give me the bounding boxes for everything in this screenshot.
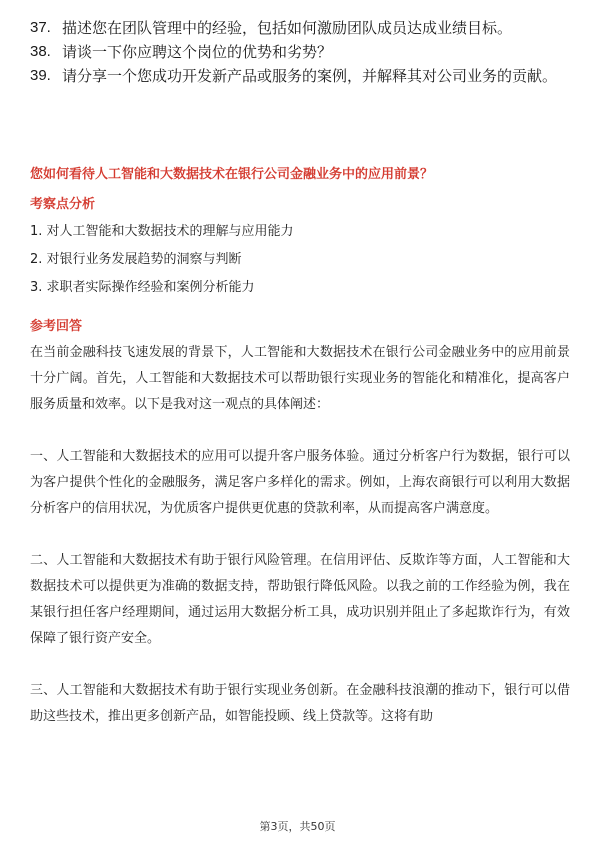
question-item xyxy=(30,18,570,38)
main-question-title: 您如何看待人工智能和大数据技术在银行公司金融业务中的应用前景？ xyxy=(30,167,434,182)
question-number: 39. xyxy=(30,67,51,84)
question-text: 描述您在团队管理中的经验，包括如何激励团队成员达成业绩目标。 xyxy=(62,19,513,37)
answer-heading: 参考回答 xyxy=(30,319,83,334)
analysis-item: 1. 对人工智能和大数据技术的理解与应用能力 xyxy=(30,224,294,239)
question-text: 请分享一个您成功开发新产品或服务的案例，并解释其对公司业务的贡献。 xyxy=(62,67,558,85)
answer-section xyxy=(30,318,570,730)
question-text: 请谈一下你应聘这个岗位的优势和劣势？ xyxy=(62,43,333,61)
answer-paragraph: 在当前金融科技飞速发展的背景下，人工智能和大数据技术在银行公司金融业务中的应用前景十分广阔。首先，人工智能和大数据技术可以帮助银行实现业务的智能化和精准化，提高客户服务质量和效率。以下是我对这一观点的具体阐述： xyxy=(30,345,570,412)
answer-paragraph: 三、人工智能和大数据技术有助于银行实现业务创新。在金融科技浪潮的推动下，银行可以借助这些技术，推出更多创新产品，如智能投顾、线上贷款等。这将有助 xyxy=(30,683,570,724)
analysis-section xyxy=(30,196,570,297)
question-list xyxy=(30,18,570,90)
main-question-section xyxy=(30,166,570,184)
analysis-item: 3. 求职者实际操作经验和案例分析能力 xyxy=(30,280,255,295)
analysis-item: 2. 对银行业务发展趋势的洞察与判断 xyxy=(30,252,242,267)
question-item xyxy=(30,42,570,62)
answer-paragraph: 二、人工智能和大数据技术有助于银行风险管理。在信用评估、反欺诈等方面，人工智能和大数据技术可以提供更为准确的数据支持，帮助银行降低风险。以我之前的工作经验为例，我在某银行担任客户经理期间，通过运用大数据分析工具，成功识别并阻止了多起欺诈行为，有效保障了银行资产安全。 xyxy=(30,553,570,646)
analysis-heading: 考察点分析 xyxy=(30,197,96,212)
question-number: 37. xyxy=(30,19,51,36)
question-number: 38. xyxy=(30,43,51,60)
question-item xyxy=(30,66,570,86)
page-footer: 第3页，共50页 xyxy=(259,820,336,833)
answer-paragraph: 一、人工智能和大数据技术的应用可以提升客户服务体验。通过分析客户行为数据，银行可以为客户提供个性化的金融服务，满足客户多样化的需求。例如，上海农商银行可以利用大数据分析客户的信用状况，为优质客户提供更优惠的贷款利率，从而提高客户满意度。 xyxy=(30,449,570,516)
